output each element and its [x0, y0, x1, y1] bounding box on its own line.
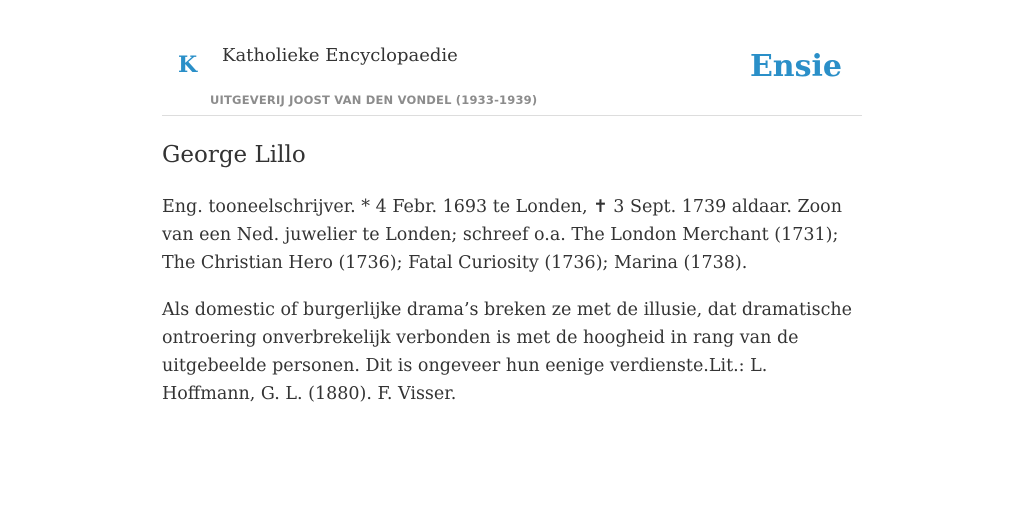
site-logo[interactable]: K	[178, 52, 198, 78]
page-container	[162, 0, 862, 408]
article	[162, 140, 862, 408]
site-header	[162, 0, 862, 116]
article-title: George Lillo	[162, 142, 306, 168]
article-paragraph: Eng. tooneelschrijver. * 4 Febr. 1693 te Londen, ✝ 3 Sept. 1739 aldaar. Zoon van een Ned. juwelier te Londen; schreef o.a. The London Merchant (1731); The Christian Hero (1736); Fatal Curiosity (1736); Marina (1738).	[162, 197, 842, 273]
site-title[interactable]: Katholieke Encyclopaedie	[222, 45, 458, 66]
article-paragraph: Als domestic of burgerlijke drama’s breken ze met de illusie, dat dramatische ontroering onverbrekelijk verbonden is met de hoogheid in rang van de uitgebeelde personen. Dit is ongeveer hun eenige verdienste.Lit.: L. Hoffmann, G. L. (1880). F. Visser.	[162, 300, 853, 404]
site-subtitle: UITGEVERIJ JOOST VAN DEN VONDEL (1933-1939)	[210, 93, 538, 107]
brand-link[interactable]: Ensie	[749, 49, 842, 84]
